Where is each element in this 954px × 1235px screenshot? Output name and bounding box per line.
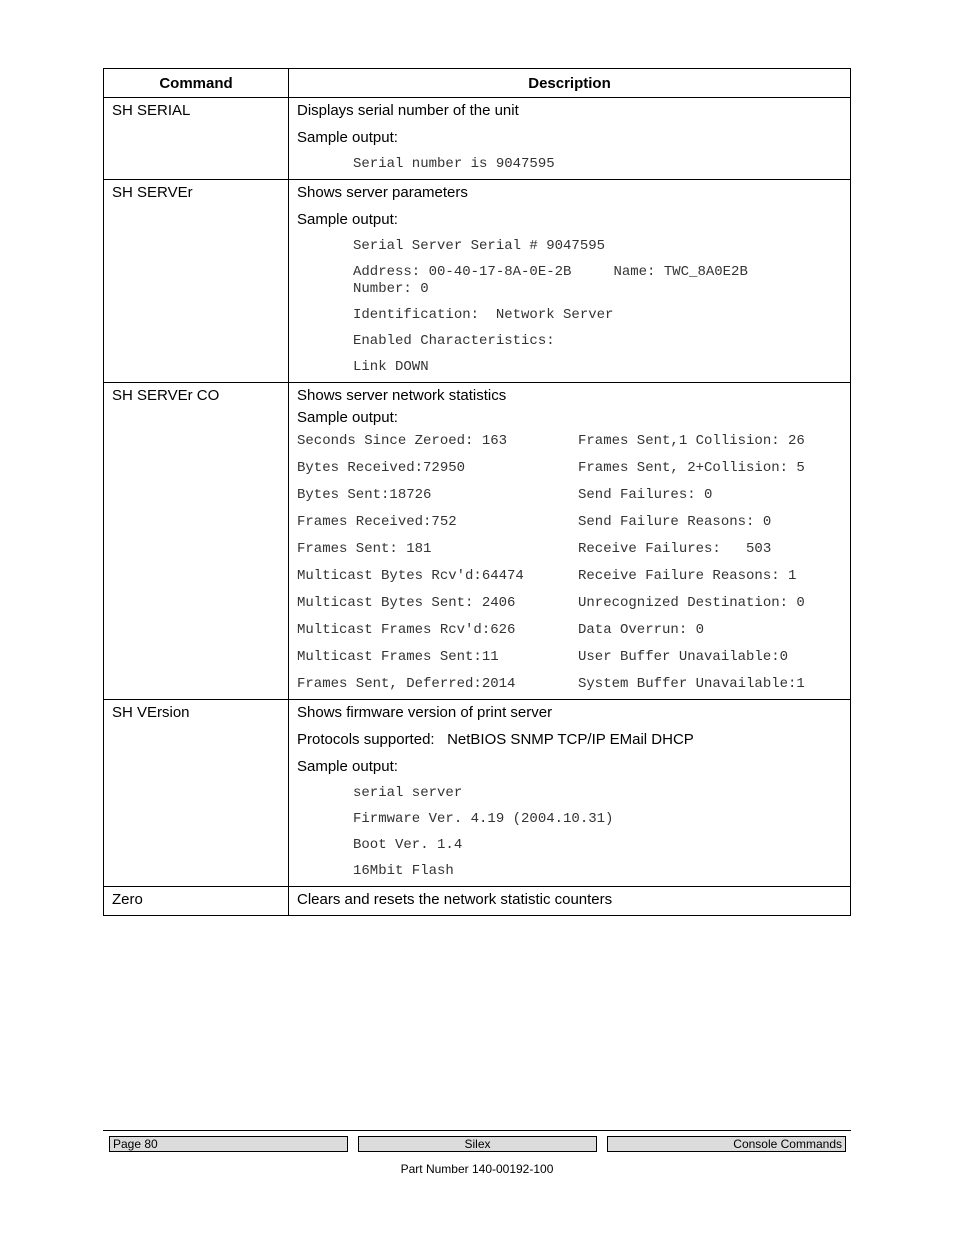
command-cell: SH SERIAL (104, 98, 289, 180)
protocols-text: Protocols supported: NetBIOS SNMP TCP/IP EMail DHCP (297, 731, 694, 748)
description-cell (289, 98, 851, 180)
sample-output-label: Sample output: (297, 129, 398, 146)
statistic-right: Send Failure Reasons: 0 (578, 514, 772, 530)
description-cell (289, 383, 851, 700)
statistic-left: Seconds Since Zeroed: 163 (297, 433, 508, 449)
sample-output-label: Sample output: (297, 211, 398, 228)
statistic-left: Bytes Received:72950 (297, 460, 466, 476)
sample-output-label: Sample output: (297, 758, 398, 775)
sample-output-line: Enabled Characteristics: (353, 333, 555, 349)
sample-output-line: Firmware Ver. 4.19 (2004.10.31) (353, 811, 614, 827)
statistics-row (297, 514, 842, 531)
description-text: Shows server network statistics (297, 387, 507, 404)
statistic-right: Data Overrun: 0 (578, 622, 705, 638)
table-row (104, 180, 851, 383)
command-table (103, 68, 851, 916)
statistic-left: Frames Sent: 181 (297, 541, 432, 557)
statistic-right: System Buffer Unavailable:1 (578, 676, 805, 692)
sample-output-line: Link DOWN (353, 359, 429, 375)
sample-output-line: Identification: Network Server (353, 307, 614, 323)
statistics-row (297, 676, 842, 693)
statistics-list (297, 433, 842, 693)
statistic-left: Frames Received:752 (297, 514, 457, 530)
statistics-row (297, 649, 842, 666)
table-row (104, 383, 851, 700)
sample-output-line: Serial number is 9047595 (353, 156, 555, 172)
statistics-row (297, 622, 842, 639)
statistics-row (297, 568, 842, 585)
command-cell: SH VErsion (104, 700, 289, 887)
sample-output-line: 16Mbit Flash (353, 863, 454, 879)
statistic-right: Receive Failures: 503 (578, 541, 772, 557)
table-row (104, 98, 851, 180)
statistic-left: Multicast Bytes Sent: 2406 (297, 595, 516, 611)
description-cell (289, 700, 851, 887)
sample-output-line: Address: 00-40-17-8A-0E-2B Name: TWC_8A0E2B Number: 0 (353, 264, 748, 297)
statistic-left: Frames Sent, Deferred:2014 (297, 676, 516, 692)
footer-divider (103, 1130, 851, 1131)
statistics-row (297, 541, 842, 558)
table-header-row (104, 69, 851, 98)
statistic-left: Multicast Frames Sent:11 (297, 649, 499, 665)
command-cell: SH SERVEr CO (104, 383, 289, 700)
statistic-right: Send Failures: 0 (578, 487, 713, 503)
table-row (104, 700, 851, 887)
description-text: Shows server parameters (297, 184, 468, 201)
sample-output-line: Serial Server Serial # 9047595 (353, 238, 606, 254)
statistic-left: Bytes Sent:18726 (297, 487, 432, 503)
command-cell: SH SERVEr (104, 180, 289, 383)
statistic-right: Unrecognized Destination: 0 (578, 595, 805, 611)
command-cell: Zero (104, 887, 289, 916)
statistic-right: Frames Sent,1 Collision: 26 (578, 433, 805, 449)
statistic-left: Multicast Frames Rcv'd:626 (297, 622, 516, 638)
table-row (104, 887, 851, 916)
description-text: Shows firmware version of print server (297, 704, 553, 721)
sample-output-label: Sample output: (297, 409, 398, 426)
description-cell (289, 887, 851, 916)
footer-page-number: Page 80 (109, 1136, 348, 1152)
description-cell (289, 180, 851, 383)
statistics-row (297, 487, 842, 504)
description-text: Clears and resets the network statistic counters (297, 891, 613, 908)
sample-output-line: serial server (353, 785, 463, 801)
statistic-right: User Buffer Unavailable:0 (578, 649, 789, 665)
statistics-row (297, 433, 842, 450)
description-text: Displays serial number of the unit (297, 102, 519, 119)
sample-output-line: Boot Ver. 1.4 (353, 837, 463, 853)
description-column-header: Description (289, 69, 851, 98)
footer-part-number: Part Number 140-00192-100 (400, 1162, 554, 1176)
footer-company: Silex (358, 1136, 597, 1152)
statistic-left: Multicast Bytes Rcv'd:64474 (297, 568, 524, 584)
statistics-row (297, 460, 842, 477)
command-column-header: Command (104, 69, 289, 98)
statistic-right: Receive Failure Reasons: 1 (578, 568, 797, 584)
footer-section: Console Commands (607, 1136, 846, 1152)
statistic-right: Frames Sent, 2+Collision: 5 (578, 460, 805, 476)
statistics-row (297, 595, 842, 612)
